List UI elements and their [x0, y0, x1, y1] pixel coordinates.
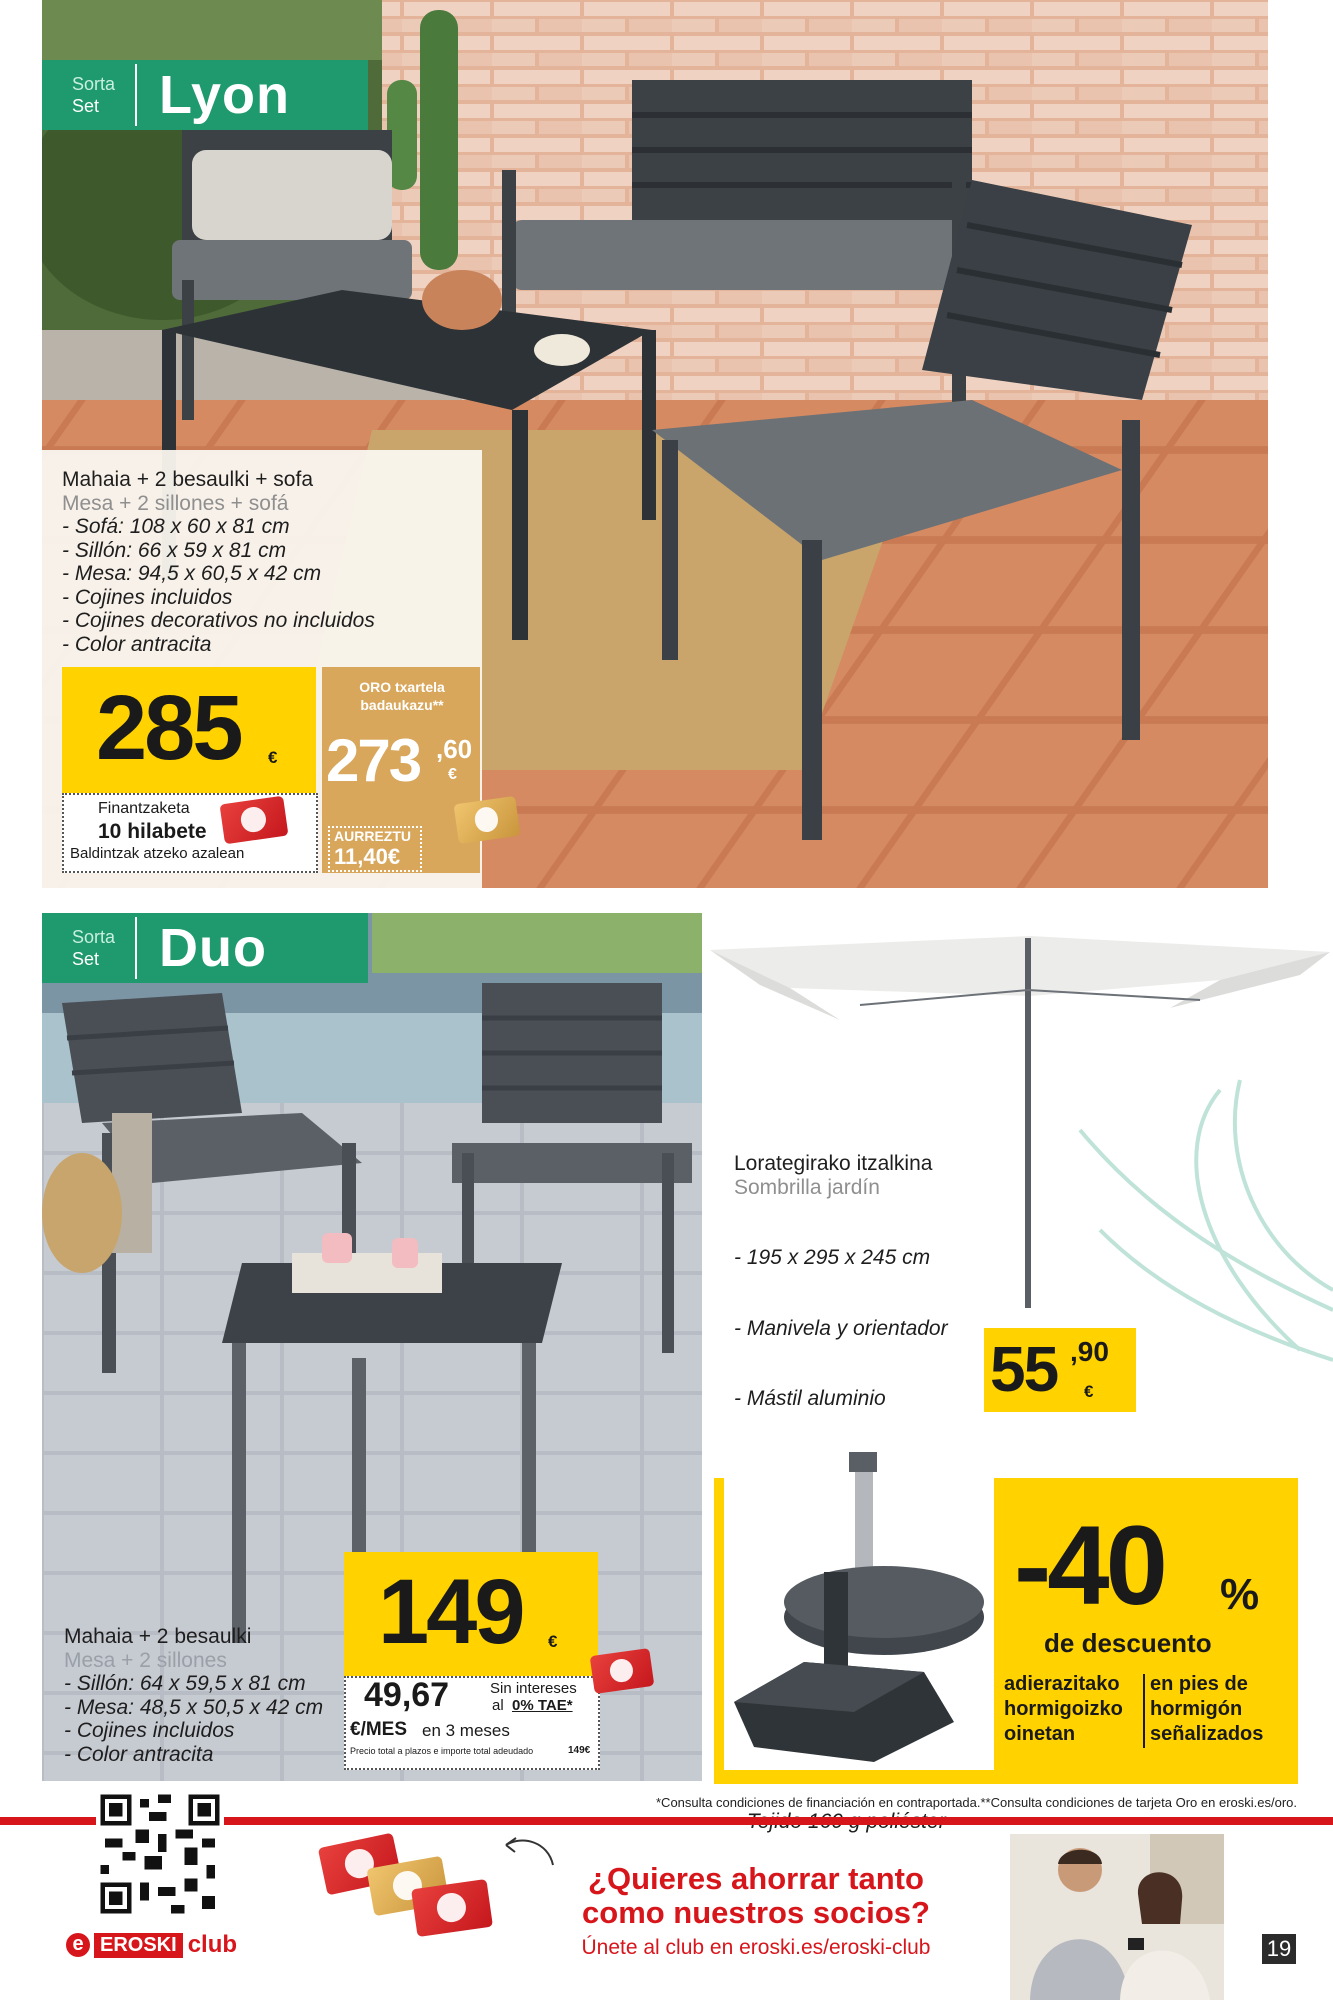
set-tag-eu: Sorta [72, 74, 116, 94]
promo-line: en pies de [1150, 1673, 1248, 1695]
product-title-es: Mesa + 2 sillones [64, 1648, 227, 1672]
set-name: Duo [159, 918, 267, 978]
spec-list [62, 515, 482, 656]
set-name: Lyon [159, 65, 291, 125]
base-photo [724, 1452, 994, 1770]
lyon-price: 285 [96, 677, 241, 779]
product-title-eu: Lorategirako itzalkina [734, 1152, 933, 1175]
discount-percent: % [1220, 1570, 1260, 1619]
product-title-es: Mesa + 2 sillones + sofá [62, 491, 289, 515]
duo-set-tag [42, 913, 368, 983]
set-tag-small [42, 64, 137, 126]
set-tag-small [42, 917, 137, 979]
promo-line: adierazitako [1004, 1673, 1120, 1695]
product-title-eu: Mahaia + 2 besaulki + sofa [62, 468, 313, 491]
footnote: *Consulta condiciones de financiación en contraportada.**Consulta condiciones de tarjeta Oro en eroski.es/oro. [656, 1795, 1297, 1810]
product-title-es: Sombrilla jardín [734, 1175, 880, 1199]
spec-list [64, 1672, 364, 1766]
monthly-term: en 3 meses [422, 1721, 510, 1740]
club-headline [556, 1862, 956, 1930]
promo-col-es [1150, 1672, 1263, 1747]
credit-card-icon [411, 1879, 493, 1937]
oro-currency: € [448, 766, 457, 783]
page-number: 19 [1262, 1934, 1296, 1964]
finance-conditions: Baldintzak atzeko azalean [70, 845, 245, 862]
oro-label: ORO txartela badaukazu** [359, 679, 445, 713]
total-value: 149€ [568, 1745, 591, 1756]
save-value: 11,40€ [334, 844, 401, 869]
promo-line: señalizados [1150, 1723, 1264, 1745]
spec-item: - Sillón: 64 x 59,5 x 81 cm [64, 1672, 306, 1695]
tae-label-prefix: al [492, 1697, 504, 1714]
spec-item: - Mesa: 94,5 x 60,5 x 42 cm [62, 562, 322, 585]
umbrella-price: 55 [990, 1333, 1058, 1405]
umbrella-price-currency: € [1084, 1382, 1094, 1401]
no-interest-label: Sin intereses [490, 1680, 577, 1697]
lyon-specs [62, 468, 482, 656]
promo-line: hormigón [1150, 1698, 1243, 1720]
lyon-price-currency: € [268, 748, 278, 767]
duo-specs [64, 1625, 364, 1766]
spec-item: - 195 x 295 x 245 cm [734, 1246, 931, 1269]
finance-label: Finantzaketa [98, 800, 190, 817]
qr-code[interactable] [96, 1790, 224, 1918]
spec-item: - Mástil aluminio [734, 1387, 886, 1410]
promo-line: oinetan [1004, 1723, 1076, 1745]
save-label: AURREZTU [334, 828, 411, 844]
oro-price: 273 [326, 727, 421, 794]
couple-photo [1010, 1834, 1224, 2000]
lyon-set-tag [42, 60, 368, 130]
discount-label: de descuento [1044, 1628, 1212, 1658]
eroski-club-logo [66, 1932, 237, 1958]
spec-item: - Sillón: 66 x 59 x 81 cm [62, 538, 287, 562]
product-title-eu: Mahaia + 2 besaulki [64, 1625, 252, 1648]
eroski-e-icon: e [66, 1933, 90, 1957]
set-tag-es: Set [72, 96, 100, 116]
brand-name: EROSKI [94, 1933, 183, 1958]
spec-item: - Cojines incluidos [64, 1719, 235, 1742]
duo-price: 149 [378, 1561, 523, 1663]
brand-club: club [187, 1931, 238, 1958]
set-tag-es: Set [72, 949, 100, 969]
oro-card-icon [454, 796, 521, 844]
oro-price-decimals: ,60 [436, 734, 473, 764]
monthly-unit: €/MES [350, 1719, 408, 1740]
headline-line-1: ¿Quieres ahorrar tanto [588, 1861, 924, 1896]
spec-item: - Mesa: 48,5 x 50,5 x 42 cm [64, 1695, 324, 1719]
monthly-amount: 49,67 [364, 1676, 450, 1714]
spec-item: - Sofá: 108 x 60 x 81 cm [62, 515, 290, 538]
spec-item: - Manivela y orientador [734, 1316, 948, 1340]
set-tag-eu: Sorta [72, 927, 116, 947]
arrow-icon [498, 1830, 558, 1870]
spec-item: - Color antracita [64, 1742, 214, 1766]
spec-item: - Color antracita [62, 632, 212, 656]
spec-item: - Cojines decorativos no incluidos [62, 609, 375, 632]
headline-line-2: como nuestros socios? [582, 1895, 930, 1930]
promo-col-eu [1004, 1672, 1123, 1747]
promo-line: hormigoizko [1004, 1698, 1123, 1720]
discount-value: -40 [1014, 1503, 1164, 1628]
spec-item: - Cojines incluidos [62, 585, 233, 609]
finance-months: 10 hilabete [98, 820, 207, 843]
tae-label: 0% TAE* [512, 1697, 573, 1714]
club-subline[interactable]: Únete al club en eroski.es/eroski-club [581, 1936, 931, 1959]
umbrella-price-decimals: ,90 [1070, 1336, 1109, 1367]
total-note: Precio total a plazos e importe total adeudado [350, 1746, 534, 1756]
promo-divider [1143, 1674, 1145, 1748]
duo-price-currency: € [548, 1632, 558, 1651]
